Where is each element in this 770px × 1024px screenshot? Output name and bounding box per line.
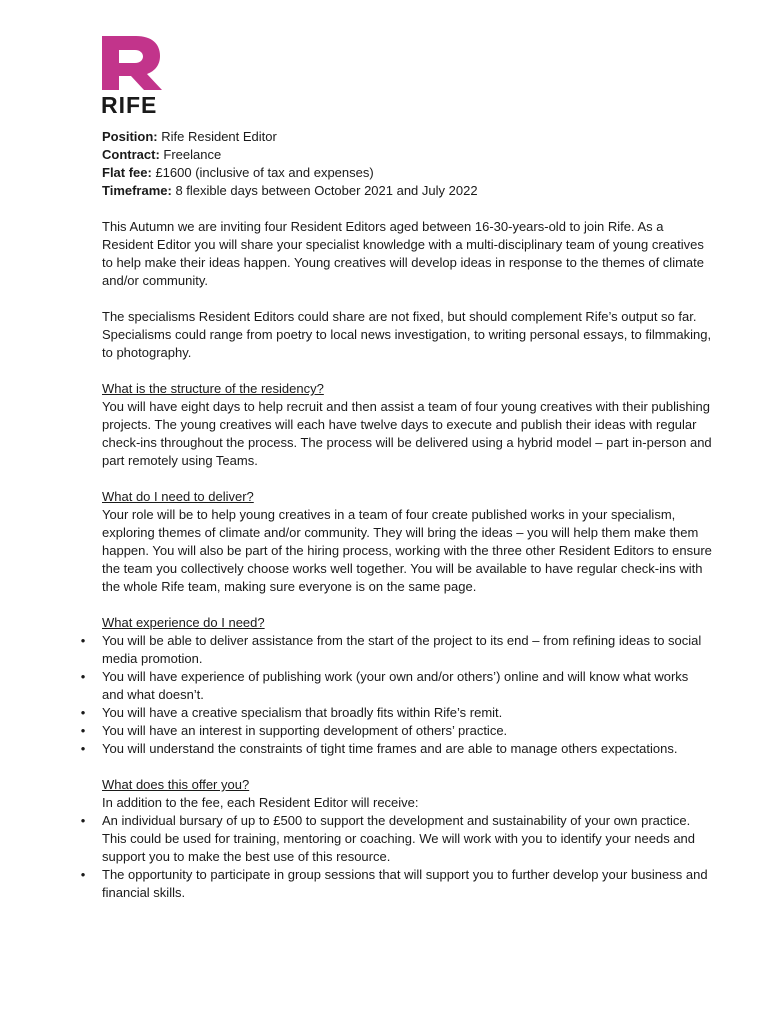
list-item-text: An individual bursary of up to £500 to support the development and sustainability of your own practice. This could be used for training, mentoring or coaching. We will work with you to identify your needs and support you to make the best use of this resource. (102, 813, 696, 864)
bullet-icon: • (80, 669, 86, 684)
meta-contract (102, 146, 712, 164)
meta-value: 8 flexible days between October 2021 and July 2022 (171, 183, 478, 198)
meta-value: Rife Resident Editor (157, 129, 277, 144)
intro-paragraph: This Autumn we are inviting four Resident Editors aged between 16-30-years-old to join Rife. As a Resident Editor you will share your specialist knowledge with a multi-disciplinary team of young creatives to help make their ideas happen. Young creatives will develop ideas in response to the themes of climate and/or community. (102, 219, 704, 288)
bullet-icon: • (80, 741, 86, 756)
offer-lead: In addition to the fee, each Resident Editor will receive: (102, 795, 419, 810)
rife-r-logo-icon (100, 34, 164, 92)
deliver-heading: What do I need to deliver? (102, 489, 254, 504)
experience-list (80, 632, 712, 758)
meta-label: Position: (102, 129, 158, 144)
bullet-icon: • (80, 867, 86, 882)
rife-logo (100, 34, 166, 118)
list-item-text: You will be able to deliver assistance from the start of the project to its end – from refining ideas to social media promotion. (102, 633, 702, 666)
meta-timeframe (102, 182, 712, 200)
list-item (80, 740, 712, 758)
offer-heading: What does this offer you? (102, 777, 250, 792)
list-item-text: You will understand the constraints of tight time frames and are able to manage others expectations. (102, 741, 678, 756)
list-item (80, 632, 712, 668)
meta-value: Freelance (159, 147, 222, 162)
offer-list (80, 812, 712, 902)
meta-label: Flat fee: (102, 165, 152, 180)
role-details (102, 128, 712, 200)
meta-fee (102, 164, 712, 182)
bullet-icon: • (80, 705, 86, 720)
list-item (80, 668, 712, 704)
list-item-text: You will have a creative specialism that broadly fits within Rife’s remit. (102, 705, 503, 720)
structure-heading: What is the structure of the residency? (102, 381, 324, 396)
meta-label: Contract: (102, 147, 160, 162)
bullet-icon: • (80, 633, 86, 648)
experience-heading: What experience do I need? (102, 615, 265, 630)
bullet-icon: • (80, 813, 86, 828)
list-item-text: The opportunity to participate in group sessions that will support you to further develop your business and financial skills. (102, 867, 708, 900)
bullet-icon: • (80, 723, 86, 738)
meta-value: £1600 (inclusive of tax and expenses) (151, 165, 374, 180)
meta-position (102, 128, 712, 146)
list-item-text: You will have experience of publishing work (your own and/or others’) online and will know what works and what doesn’t. (102, 669, 689, 702)
document-body (80, 128, 712, 902)
meta-label: Timeframe: (102, 183, 172, 198)
deliver-body: Your role will be to help young creatives in a team of four create published works in your specialism, exploring themes of climate and/or community. They will bring the ideas – you will help them make them happen. You will also be part of the hiring process, working with the three other Resident Editors to ensure the team you collectively choose works well together. You will be available to have regular check-ins with the whole Rife team, making sure everyone is on the same page. (102, 507, 712, 594)
list-item (80, 722, 712, 740)
list-item (80, 812, 712, 866)
list-item (80, 704, 712, 722)
logo-wordmark: RIFE (101, 92, 158, 118)
structure-body: You will have eight days to help recruit and then assist a team of four young creatives with their publishing projects. The young creatives will each have twelve days to execute and publish their ideas with regular check-ins throughout the process. The process will be delivered using a hybrid model – part in-person and part remotely using Teams. (102, 399, 712, 468)
specialisms-paragraph: The specialisms Resident Editors could share are not fixed, but should complement Rife’s output so far. Specialisms could range from poetry to local news investigation, to writing personal essays, to filmmaking, to photography. (102, 309, 712, 360)
list-item (80, 866, 712, 902)
list-item-text: You will have an interest in supporting development of others’ practice. (102, 723, 508, 738)
